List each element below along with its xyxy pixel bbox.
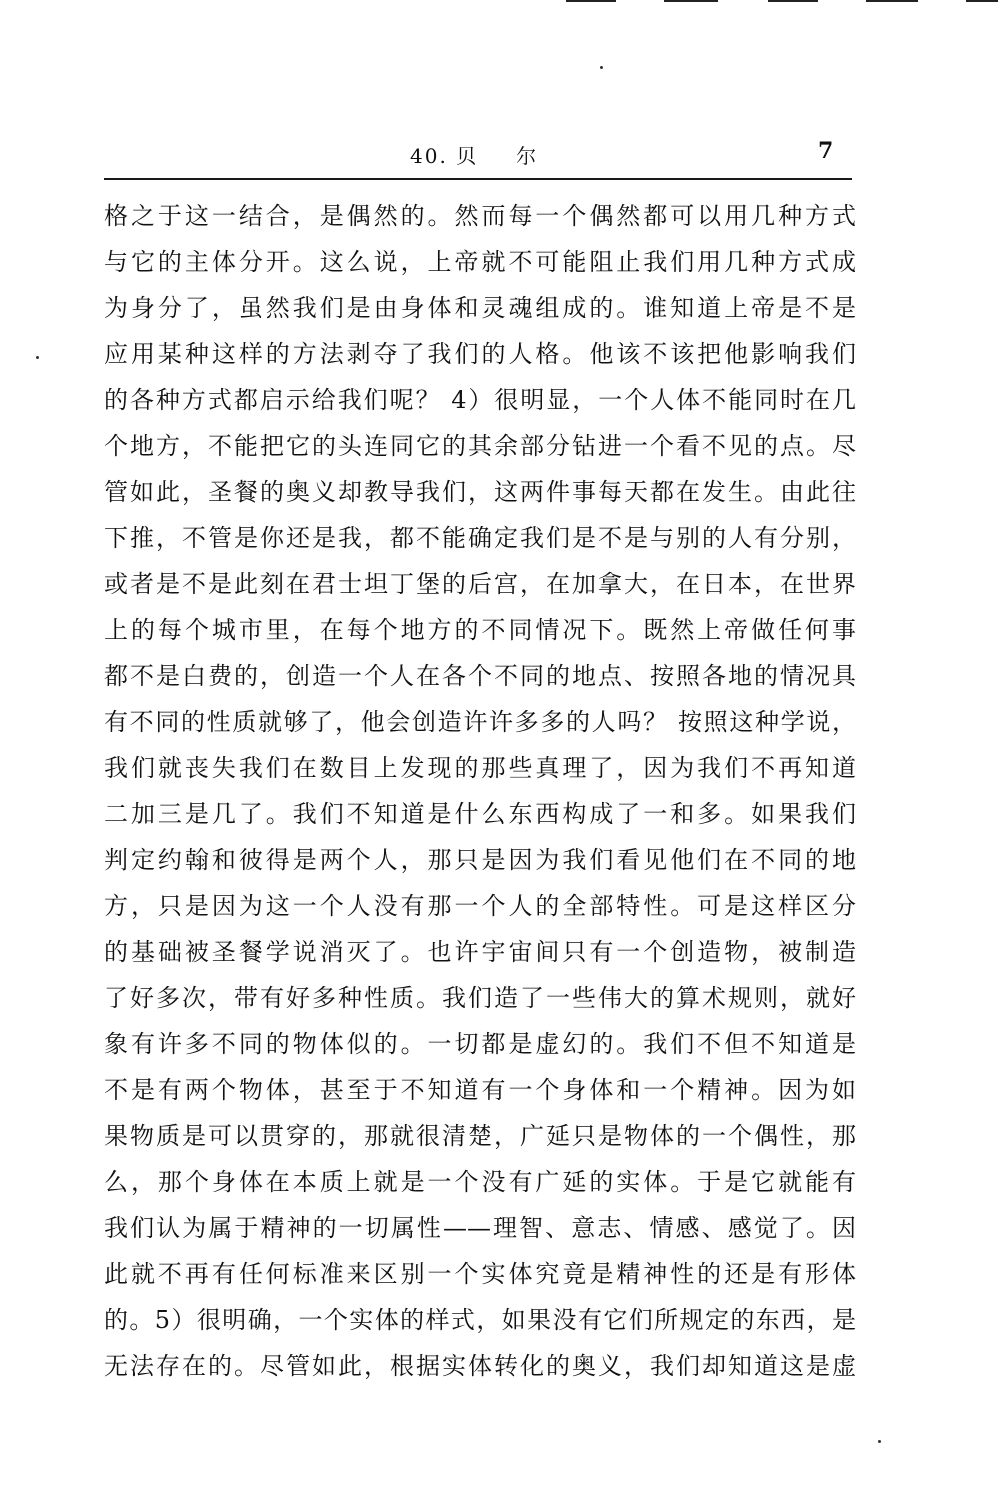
scan-mark — [664, 0, 718, 2]
text-line: 的。5）很明确，一个实体的样式，如果没有它们所规定的东西，是 — [104, 1306, 856, 1334]
text-line: 的各种方式都启示给我们呢？ 4）很明显，一个人体不能同时在几 — [104, 386, 856, 414]
text-line: 有不同的性质就够了，他会创造许许多多的人吗？ 按照这种学说， — [104, 708, 856, 736]
text-line: 个地方，不能把它的头连同它的其余部分钻进一个看不见的点。尽 — [104, 432, 856, 460]
text-line: 果物质是可以贯穿的，那就很清楚，广延只是物体的一个偶性，那 — [104, 1122, 856, 1150]
scan-speck — [878, 1440, 881, 1443]
text-line: 不是有两个物体，甚至于不知道有一个身体和一个精神。因为如 — [104, 1076, 856, 1104]
scan-mark — [768, 0, 818, 2]
text-line: 判定约翰和彼得是两个人，那只是因为我们看见他们在不同的地 — [104, 846, 856, 874]
text-line: 的基础被圣餐学说消灭了。也许宇宙间只有一个创造物，被制造 — [104, 938, 856, 966]
text-line: 此就不再有任何标准来区别一个实体究竟是精神性的还是有形体 — [104, 1260, 856, 1288]
text-line: 管如此，圣餐的奥义却教导我们，这两件事每天都在发生。由此往 — [104, 478, 856, 506]
scan-speck — [36, 356, 39, 359]
text-line: 么，那个身体在本质上就是一个没有广延的实体。于是它就能有 — [104, 1168, 856, 1196]
text-line: 格之于这一结合，是偶然的。然而每一个偶然都可以用几种方式 — [104, 202, 856, 230]
text-line: 都不是白费的，创造一个人在各个不同的地点、按照各地的情况具 — [104, 662, 856, 690]
header-rule — [104, 178, 852, 180]
text-line: 方，只是因为这一个人没有那一个人的全部特性。可是这样区分 — [104, 892, 856, 920]
scan-mark — [566, 0, 616, 2]
header-title-part1: 贝 — [456, 144, 479, 168]
text-line: 或者是不是此刻在君士坦丁堡的后宫，在加拿大，在日本，在世界 — [104, 570, 856, 598]
text-line: 上的每个城市里，在每个地方的不同情况下。既然上帝做任何事 — [104, 616, 856, 644]
text-line: 为身分了，虽然我们是由身体和灵魂组成的。谁知道上帝是不是 — [104, 294, 856, 322]
body-text — [104, 193, 856, 1389]
scan-mark — [866, 0, 918, 2]
text-line: 我们认为属于精神的一切属性——理智、意志、情感、感觉了。因 — [104, 1214, 856, 1242]
page-number: 7 — [818, 138, 834, 164]
text-line: 与它的主体分开。这么说，上帝就不可能阻止我们用几种方式成 — [104, 248, 856, 276]
text-line: 了好多次，带有好多种性质。我们造了一些伟大的算术规则，就好 — [104, 984, 856, 1012]
text-line: 象有许多不同的物体似的。一切都是虚幻的。我们不但不知道是 — [104, 1030, 856, 1058]
running-header — [410, 140, 538, 169]
text-line: 应用某种这样的方法剥夺了我们的人格。他该不该把他影响我们 — [104, 340, 856, 368]
header-title-part2: 尔 — [516, 144, 539, 168]
text-line: 下推，不管是你还是我，都不能确定我们是不是与别的人有分别， — [104, 524, 856, 552]
text-line: 二加三是几了。我们不知道是什么东西构成了一和多。如果我们 — [104, 800, 856, 828]
chapter-number: 40. — [410, 144, 448, 168]
scan-mark — [966, 0, 998, 2]
scan-speck — [600, 66, 603, 69]
text-line: 无法存在的。尽管如此，根据实体转化的奥义，我们却知道这是虚 — [104, 1352, 856, 1380]
text-line: 我们就丧失我们在数目上发现的那些真理了，因为我们不再知道 — [104, 754, 856, 782]
